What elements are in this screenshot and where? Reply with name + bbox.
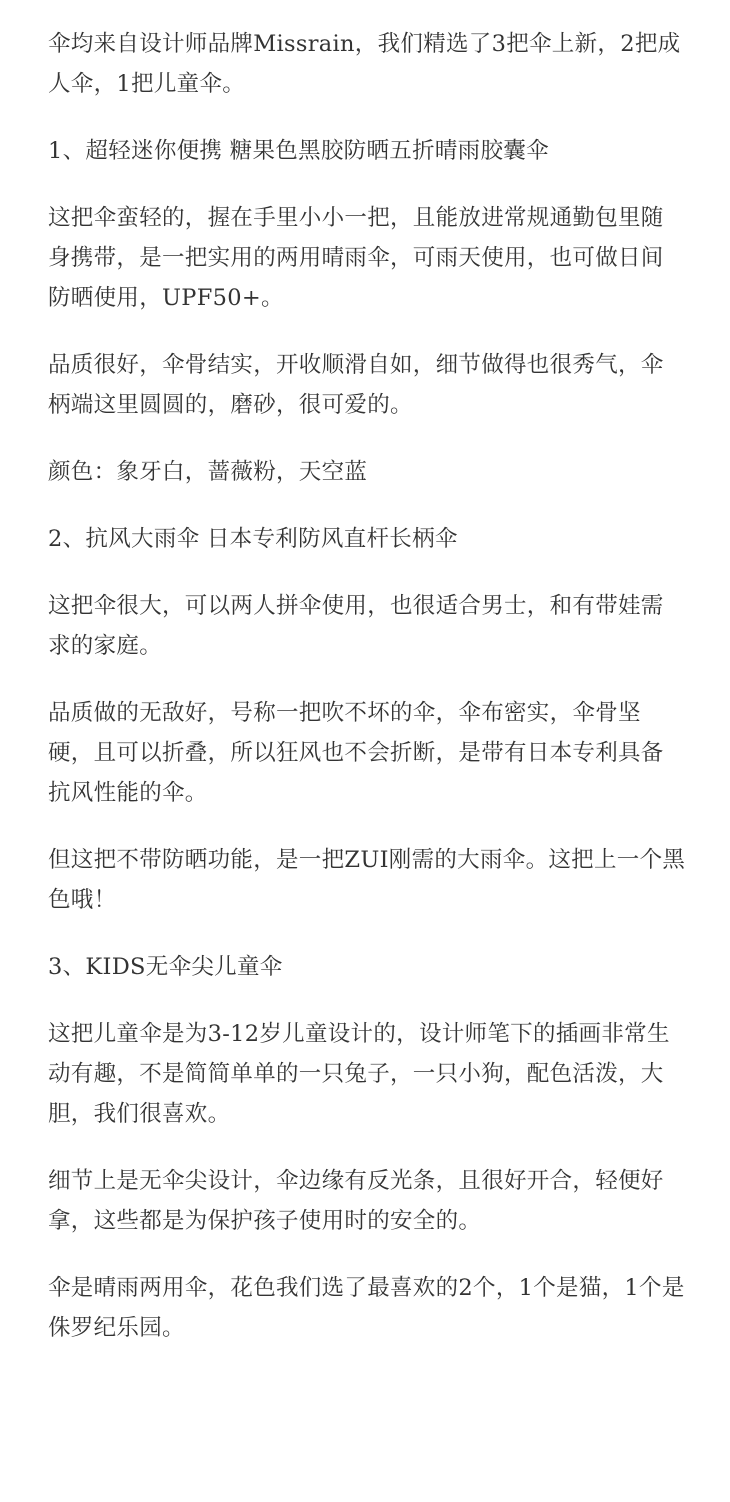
- item-3-details: 细节上是无伞尖设计，伞边缘有反光条，且很好开合，轻便好拿，这些都是为保护孩子使用时的安全的。: [48, 1168, 664, 1234]
- item-1-quality: 品质很好，伞骨结实，开收顺滑自如，细节做得也很秀气，伞柄端这里圆圆的，磨砂，很可爱的。: [48, 352, 664, 418]
- item-1-description: 这把伞蛮轻的，握在手里小小一把，且能放进常规通勤包里随身携带，是一把实用的两用晴雨伞，可雨天使用，也可做日间防晒使用，UPF50+。: [48, 205, 664, 311]
- item-2-note: 但这把不带防晒功能，是一把ZUI刚需的大雨伞。这把上一个黑色哦！: [48, 847, 686, 913]
- item-3-description: 这把儿童伞是为3-12岁儿童设计的，设计师笔下的插画非常生动有趣，不是简简单单的一只兔子，一只小狗，配色活泼，大胆，我们很喜欢。: [48, 1021, 670, 1127]
- intro-paragraph: 伞均来自设计师品牌Missrain，我们精选了3把伞上新，2把成人伞，1把儿童伞。: [48, 31, 681, 97]
- item-3-patterns: 伞是晴雨两用伞，花色我们选了最喜欢的2个，1个是猫，1个是侏罗纪乐园。: [48, 1275, 685, 1341]
- item-2-quality: 品质做的无敌好，号称一把吹不坏的伞，伞布密实，伞骨坚硬，且可以折叠，所以狂风也不会折断，是带有日本专利具备抗风性能的伞。: [48, 700, 664, 806]
- item-1-colors: 颜色：象牙白，蔷薇粉，天空蓝: [48, 459, 368, 485]
- item-2-heading: 2、抗风大雨伞 日本专利防风直杆长柄伞: [48, 526, 458, 552]
- item-2-description: 这把伞很大，可以两人拼伞使用，也很适合男士，和有带娃需求的家庭。: [48, 593, 664, 659]
- item-1-heading: 1、超轻迷你便携 糖果色黑胶防晒五折晴雨胶囊伞: [48, 138, 549, 164]
- item-3-heading: 3、KIDS无伞尖儿童伞: [48, 954, 283, 980]
